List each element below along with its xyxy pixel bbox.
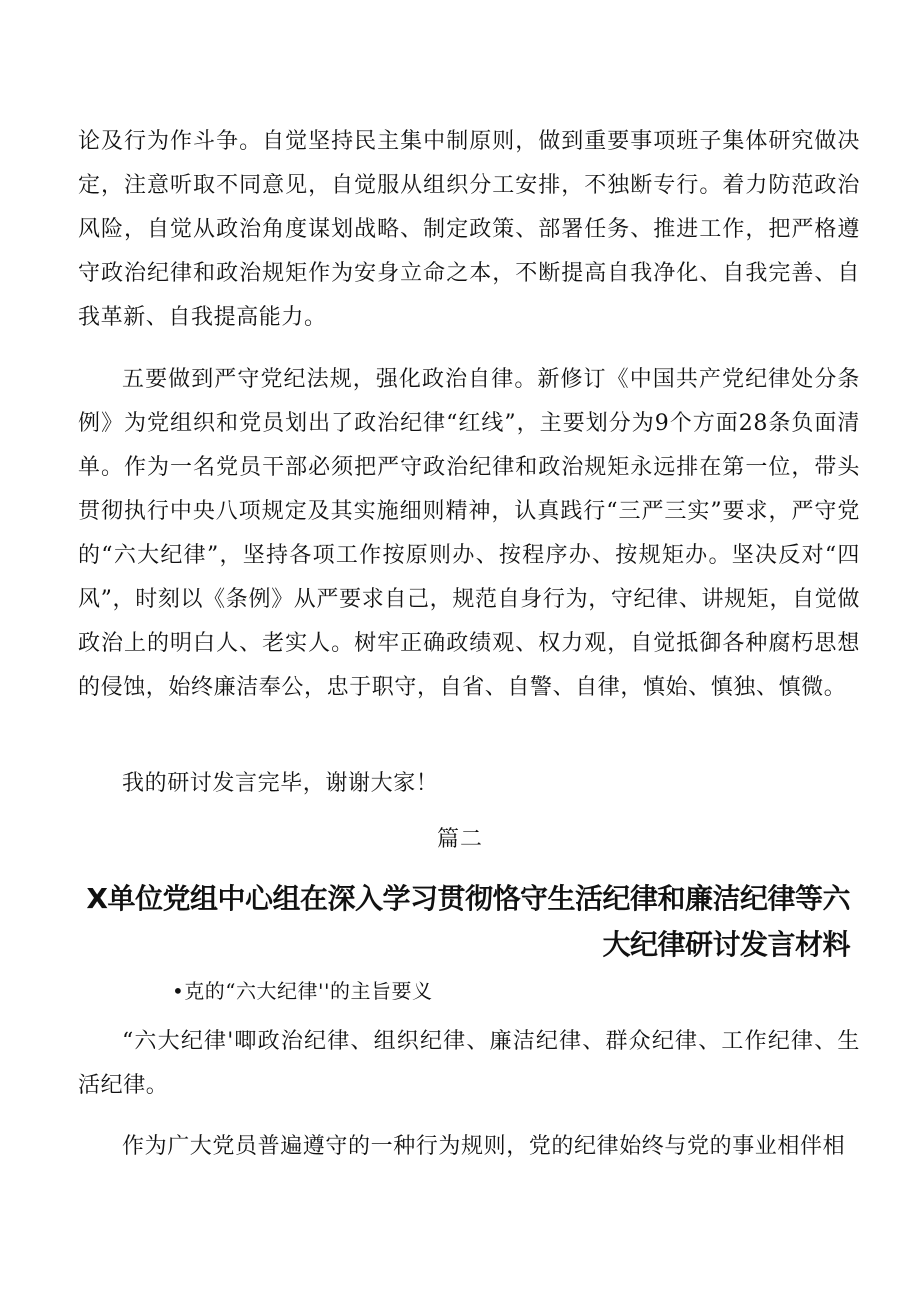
chapter-label: 篇二 <box>436 827 483 852</box>
body-paragraph: 论及行为作斗争。自觉坚持民主集中制原则，做到重要事项班子集体研究做决定，注意听取不同意见，自觉服从组织分工安排，不独断专行。着力防范政治风险，自觉从政治角度谋划战略、制定政策、部署任务、推进工作，把严格遵守政治纪律和政治规矩作为安身立命之本，不断提高自我净化、自我完善、自我革新、自我提高能力。 <box>78 129 860 330</box>
body-paragraph: 作为广大党员普遍遵守的一种行为规则，党的纪律始终与党的事业相伴相 <box>122 1134 846 1159</box>
body-paragraph: “六大纪律'唧政治纪律、组织纪律、廉洁纪律、群众纪律、工作纪律、生活纪律。 <box>78 1029 860 1098</box>
document-title: X单位党组中心组在深入学习贯彻恪守生活纪律和廉洁纪律等六大纪律研讨发言材料 <box>86 882 850 961</box>
section-subheading: •克的“六大纪律''的主旨要义 <box>172 979 433 1003</box>
closing-paragraph: 我的研讨发言完毕，谢谢大家！ <box>122 771 439 796</box>
body-paragraph: 五要做到严守党纪法规，强化政治自律。新修订《中国共产党纪律处分条例》为党组织和党员划出了政治纪律“红线”，主要划分为9个方面28条负面清单。作为一名党员干部必须把严守政治纪律和政治规矩永远排在第一位，带头贯彻执行中央八项规定及其实施细则精神，认真践行“三严三实”要求，严守党的“六大纪律”，坚持各项工作按原则办、按程序办、按规矩办。坚决反对“四风”，时刻以《条例》从严要求自己，规范自身行为，守纪律、讲规矩，自觉做政治上的明白人、老实人。树牢正确政绩观、权力观，自觉抵御各种腐朽思想的侵蚀，始终廉洁奉公，忠于职守，自省、自警、自律，慎始、慎独、慎微。 <box>78 367 860 700</box>
